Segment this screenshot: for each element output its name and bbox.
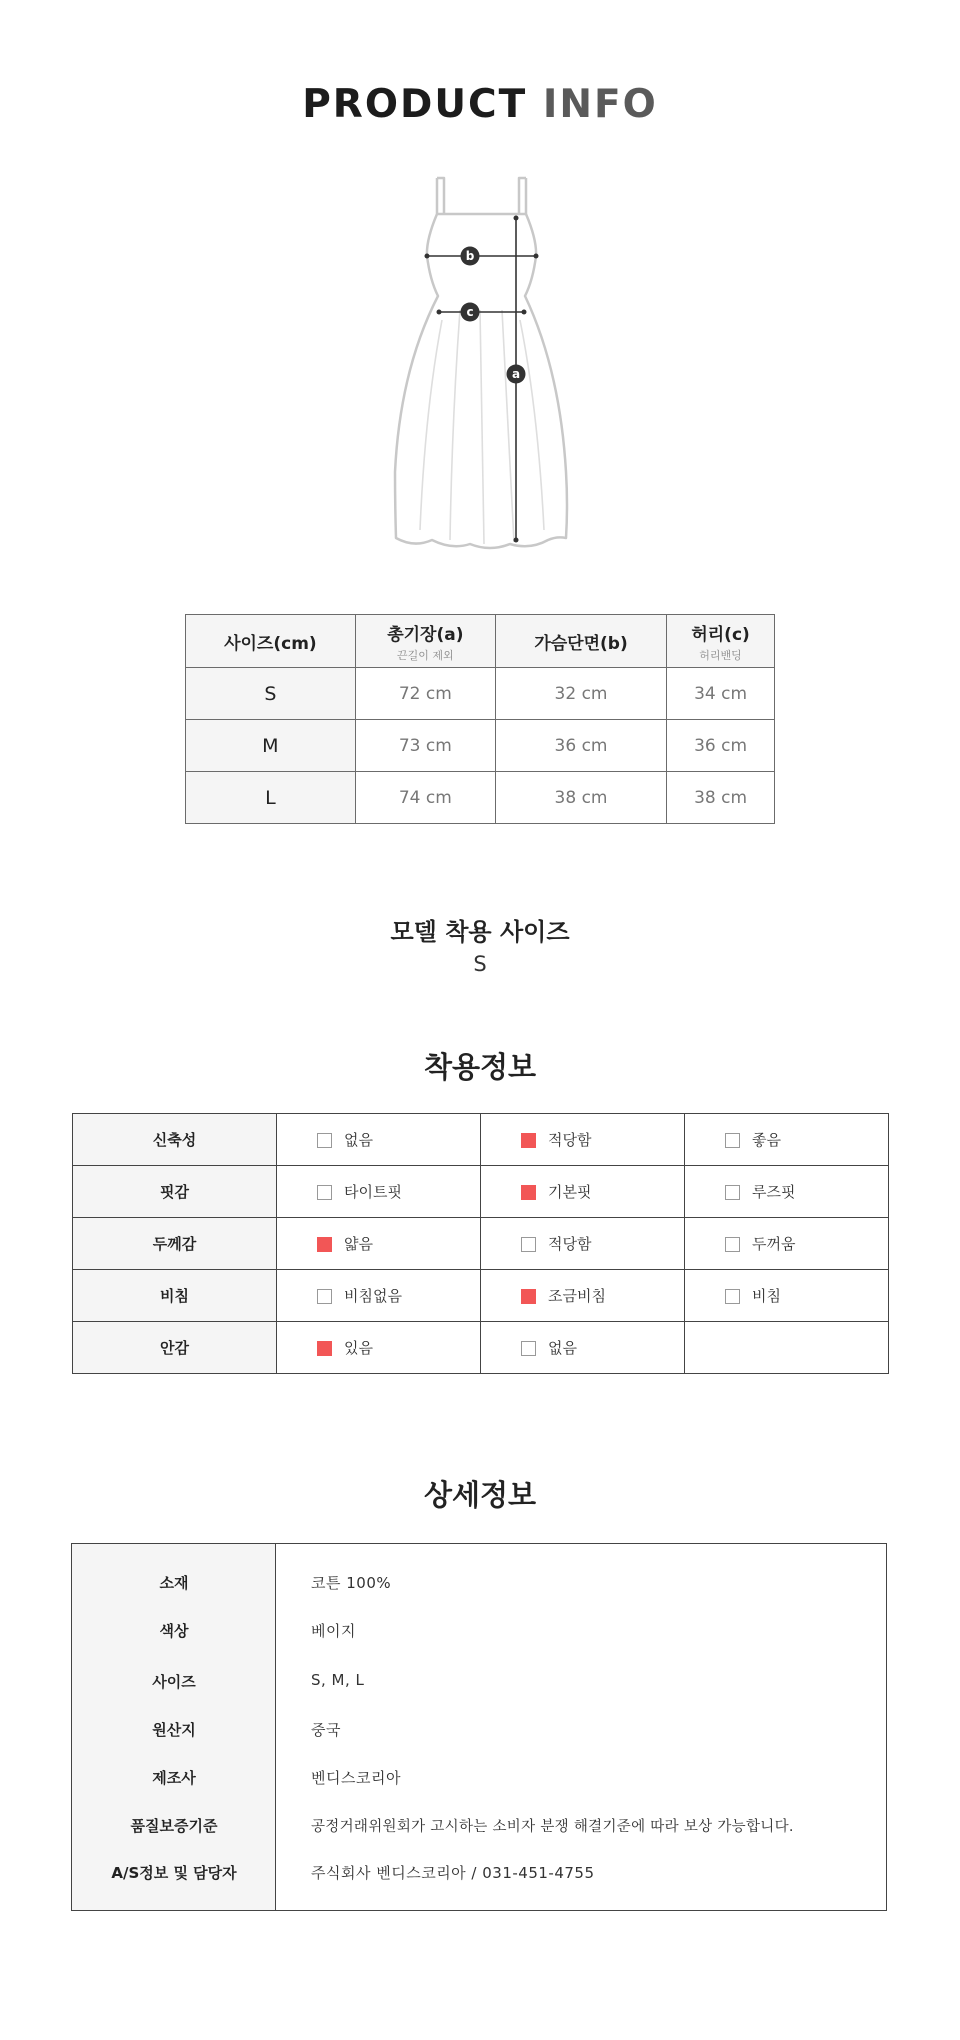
- svg-text:a: a: [511, 367, 521, 381]
- fit-option: 없음: [481, 1322, 685, 1374]
- size-label: M: [186, 720, 356, 772]
- checkbox-icon: [317, 1289, 332, 1304]
- svg-text:c: c: [466, 305, 474, 319]
- model-size-title: 모델 착용 사이즈: [390, 918, 570, 946]
- fit-option: 루즈핏: [685, 1166, 889, 1218]
- header-length-note: 끈길이 제외: [397, 648, 454, 662]
- detail-value: 벤디스코리아: [311, 1769, 401, 1787]
- fit-option: 조금비침: [481, 1270, 685, 1322]
- size-table-header: [186, 615, 775, 668]
- header-waist: 허리(c) 허리밴딩: [667, 615, 775, 668]
- detail-value: 베이지: [311, 1622, 356, 1640]
- checkbox-icon: [725, 1185, 740, 1200]
- detail-key: 품질보증기준: [130, 1817, 218, 1835]
- chest-value: 36 cm: [495, 720, 666, 772]
- detail-key: 색상: [159, 1622, 189, 1640]
- fit-info-table: [72, 1113, 889, 1374]
- size-table: [185, 614, 775, 824]
- fit-row-label: 핏감: [73, 1166, 277, 1218]
- fit-option: 비침: [685, 1270, 889, 1322]
- detail-row-material: [72, 1572, 888, 1596]
- fit-option: 얇음: [277, 1218, 481, 1270]
- header-chest: 가슴단면(b): [495, 615, 666, 668]
- fit-row-fit: [73, 1166, 889, 1218]
- fit-option: 기본핏: [481, 1166, 685, 1218]
- detail-row-origin: [72, 1719, 888, 1743]
- length-value: 73 cm: [355, 720, 495, 772]
- checkbox-checked-icon: [521, 1289, 536, 1304]
- detail-value: S, M, L: [311, 1671, 365, 1689]
- fit-row-stretch: [73, 1114, 889, 1166]
- details-table: [71, 1543, 887, 1911]
- header-size: 사이즈(cm): [186, 615, 356, 668]
- detail-value: 공정거래위원회가 고시하는 소비자 분쟁 해결기준에 따라 보상 가능합니다.: [311, 1819, 794, 1835]
- page-title: [0, 82, 960, 127]
- detail-value: 중국: [311, 1721, 341, 1739]
- fit-option: 적당함: [481, 1218, 685, 1270]
- length-value: 74 cm: [355, 772, 495, 824]
- fit-option: 타이트핏: [277, 1166, 481, 1218]
- fit-row-sheerness: [73, 1270, 889, 1322]
- chest-value: 32 cm: [495, 668, 666, 720]
- fit-row-label: 비침: [73, 1270, 277, 1322]
- detail-row-manufacturer: [72, 1767, 888, 1791]
- checkbox-icon: [521, 1341, 536, 1356]
- waist-value: 34 cm: [667, 668, 775, 720]
- detail-key: 제조사: [152, 1769, 196, 1787]
- fit-option: 좋음: [685, 1114, 889, 1166]
- table-row: [186, 772, 775, 824]
- detail-row-as-contact: [72, 1862, 888, 1886]
- fit-row-label: 신축성: [73, 1114, 277, 1166]
- detail-key: 소재: [159, 1574, 189, 1592]
- fit-info-title: 착용정보: [423, 1050, 537, 1084]
- checkbox-icon: [725, 1289, 740, 1304]
- checkbox-checked-icon: [317, 1341, 332, 1356]
- checkbox-icon: [317, 1185, 332, 1200]
- fit-option: 있음: [277, 1322, 481, 1374]
- chest-value: 38 cm: [495, 772, 666, 824]
- header-waist-note: 허리밴딩: [699, 648, 742, 662]
- title-info: INFO: [542, 82, 658, 127]
- table-row: [186, 720, 775, 772]
- detail-key: 원산지: [152, 1721, 196, 1739]
- detail-value: 코튼 100%: [311, 1574, 392, 1592]
- detail-row-size: [72, 1671, 888, 1695]
- detail-row-quality: [72, 1815, 888, 1839]
- checkbox-icon: [317, 1133, 332, 1148]
- fit-row-label: 안감: [73, 1322, 277, 1374]
- marker-b: [461, 247, 480, 266]
- fit-option: 두꺼움: [685, 1218, 889, 1270]
- length-value: 72 cm: [355, 668, 495, 720]
- fit-option: 없음: [277, 1114, 481, 1166]
- model-size-value: S: [473, 952, 487, 976]
- checkbox-icon: [521, 1237, 536, 1252]
- fit-row-lining: [73, 1322, 889, 1374]
- checkbox-checked-icon: [317, 1237, 332, 1252]
- details-title: 상세정보: [423, 1478, 537, 1512]
- detail-key: A/S정보 및 담당자: [111, 1864, 237, 1882]
- fit-option: 비침없음: [277, 1270, 481, 1322]
- size-label: L: [186, 772, 356, 824]
- checkbox-checked-icon: [521, 1185, 536, 1200]
- empty-cell: [685, 1322, 889, 1374]
- table-row: [186, 668, 775, 720]
- size-label: S: [186, 668, 356, 720]
- fit-row-thickness: [73, 1218, 889, 1270]
- marker-a: [507, 365, 526, 384]
- detail-value: 주식회사 벤디스코리아 / 031-451-4755: [311, 1864, 595, 1882]
- svg-text:b: b: [465, 249, 475, 263]
- header-length: 총기장(a) 끈길이 제외: [355, 615, 495, 668]
- detail-row-color: [72, 1620, 888, 1644]
- checkbox-icon: [725, 1237, 740, 1252]
- checkbox-checked-icon: [521, 1133, 536, 1148]
- dress-diagram: [380, 170, 580, 550]
- waist-value: 38 cm: [667, 772, 775, 824]
- fit-row-label: 두께감: [73, 1218, 277, 1270]
- title-product: PRODUCT: [302, 82, 528, 127]
- fit-option: 적당함: [481, 1114, 685, 1166]
- checkbox-icon: [725, 1133, 740, 1148]
- waist-value: 36 cm: [667, 720, 775, 772]
- marker-c: [461, 303, 480, 322]
- detail-key: 사이즈: [152, 1673, 196, 1691]
